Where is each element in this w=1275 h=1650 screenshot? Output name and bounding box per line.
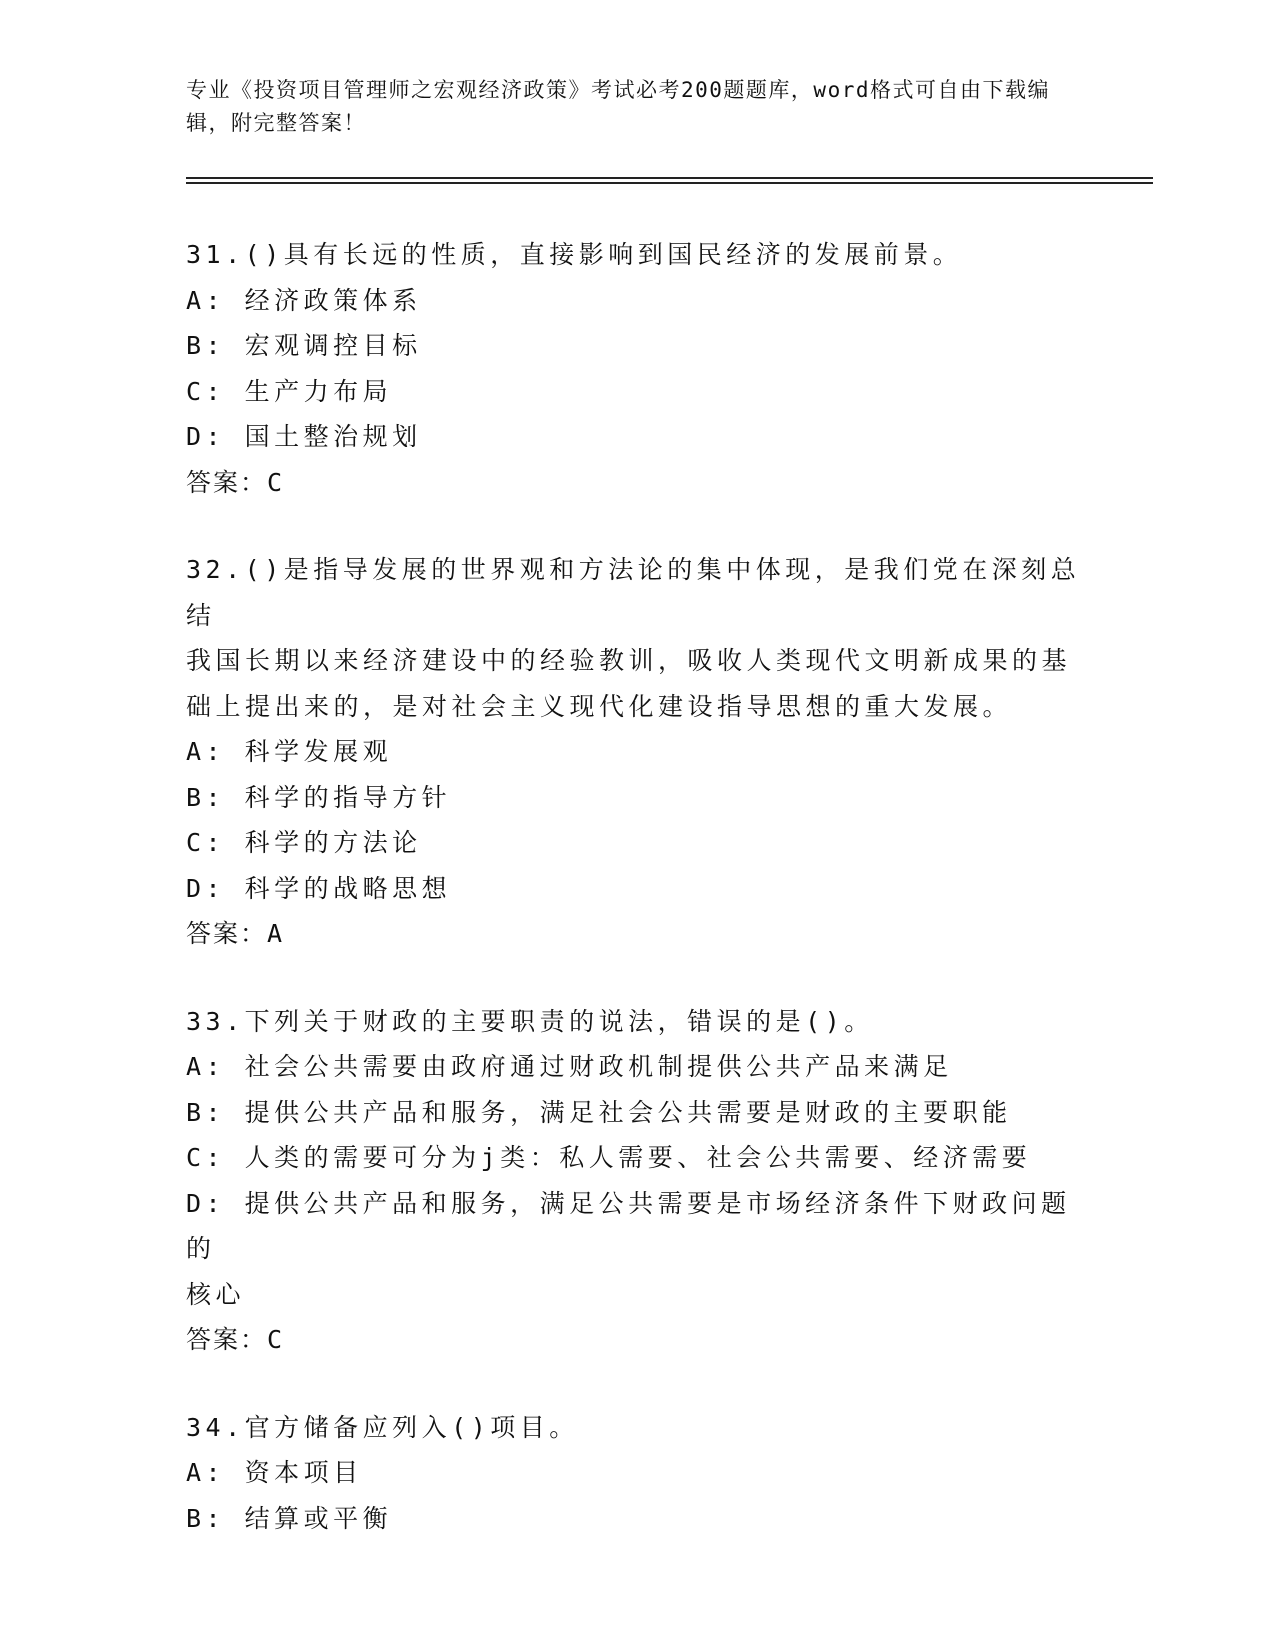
header-divider-top xyxy=(186,177,1153,179)
option-line: D: 提供公共产品和服务，满足公共需要是市场经济条件下财政问题的 xyxy=(186,1188,1071,1263)
question-block xyxy=(186,547,1086,957)
question-stem: 我国长期以来经济建设中的经验教训，吸收人类现代文明新成果的基 xyxy=(186,646,1072,675)
option-line: A: 资本项目 xyxy=(186,1458,363,1487)
option-line: B: 宏观调控目标 xyxy=(186,331,422,360)
question-list xyxy=(186,232,1086,1583)
question-block xyxy=(186,232,1086,505)
option-line: A: 经济政策体系 xyxy=(186,285,422,315)
option-line: A: 社会公共需要由政府通过财政机制提供公共产品来满足 xyxy=(186,1052,953,1081)
question-stem: 32.()是指导发展的世界观和方法论的集中体现，是我们党在深刻总结 xyxy=(186,555,1081,630)
option-line: B: 科学的指导方针 xyxy=(186,782,452,812)
question-stem: 础上提出来的，是对社会主义现代化建设指导思想的重大发展。 xyxy=(186,691,1013,721)
header-divider-bottom xyxy=(186,182,1153,184)
question-stem: 31.()具有长远的性质，直接影响到国民经济的发展前景。 xyxy=(186,240,963,269)
option-line: 核心 xyxy=(186,1279,246,1309)
option-line: B: 提供公共产品和服务，满足社会公共需要是财政的主要职能 xyxy=(186,1097,1012,1127)
question-block xyxy=(186,1405,1086,1542)
option-line: C: 科学的方法论 xyxy=(186,828,422,857)
header-text: 专业《投资项目管理师之宏观经济政策》考试必考200题题库，word格式可自由下载编辑，附完整答案！ xyxy=(186,78,1050,135)
option-line: B: 结算或平衡 xyxy=(186,1503,393,1533)
option-line: A: 科学发展观 xyxy=(186,737,393,766)
answer-line: 答案：C xyxy=(186,467,285,497)
option-line: D: 科学的战略思想 xyxy=(186,873,452,903)
question-stem: 34.官方储备应列入()项目。 xyxy=(186,1412,579,1442)
option-line: C: 生产力布局 xyxy=(186,376,393,406)
answer-line: 答案：A xyxy=(186,919,285,948)
option-line: C: 人类的需要可分为j类：私人需要、社会公共需要、经济需要 xyxy=(186,1143,1032,1172)
document-header xyxy=(186,74,1086,140)
option-line: D: 国土整治规划 xyxy=(186,422,422,451)
answer-line: 答案：C xyxy=(186,1325,285,1354)
question-block xyxy=(186,999,1086,1363)
question-stem: 33.下列关于财政的主要职责的说法，错误的是()。 xyxy=(186,1006,874,1036)
